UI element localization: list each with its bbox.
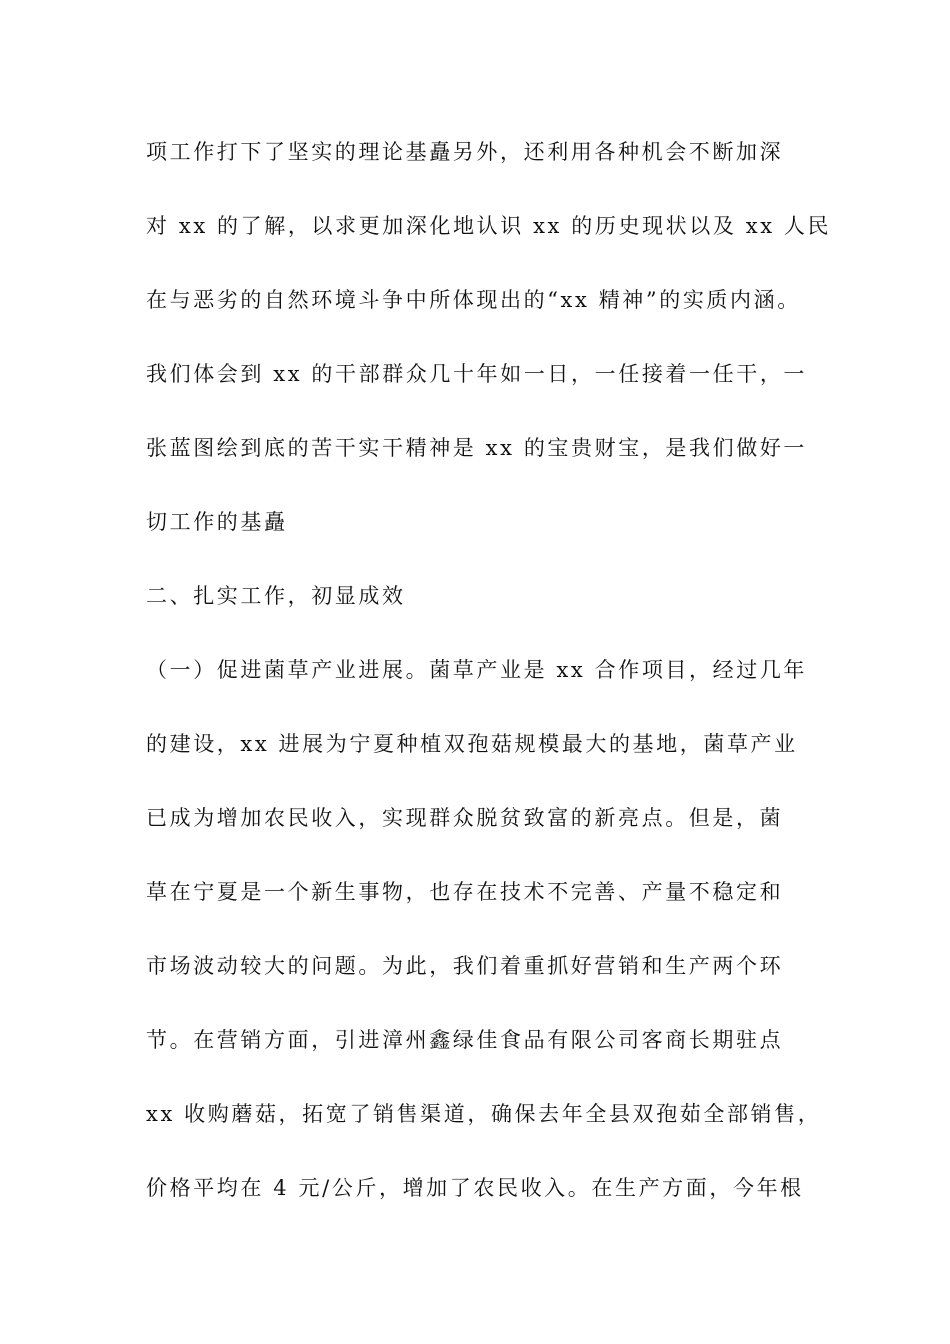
text-line: 的建设，xx 进展为宁夏种植双孢菇规模最大的基地，菌草产业 bbox=[146, 732, 798, 756]
text-line: 在与恶劣的自然环境斗争中所体现出的“xx 精神”的实质内涵。 bbox=[146, 288, 801, 312]
text-line: 已成为增加农民收入，实现群众脱贫致富的新亮点。但是，菌 bbox=[146, 806, 784, 830]
text-line: 草在宁夏是一个新生事物，也存在技术不完善、产量不稳定和 bbox=[146, 880, 784, 904]
text-line: 切工作的基矗 bbox=[146, 510, 288, 534]
section-heading: 二、扎实工作，初显成效 bbox=[146, 584, 406, 608]
text-line: 对 xx 的了解，以求更加深化地认识 xx 的历史现状以及 xx 人民 bbox=[146, 214, 832, 238]
text-line: xx 收购蘑菇，拓宽了销售渠道，确保去年全县双孢茹全部销售， bbox=[146, 1102, 822, 1126]
text-line: 市场波动较大的问题。为此，我们着重抓好营销和生产两个环 bbox=[146, 954, 784, 978]
text-line: 张蓝图绘到底的苦干实干精神是 xx 的宝贵财宝，是我们做好一 bbox=[146, 436, 808, 460]
body-text bbox=[146, 132, 836, 1242]
text-line: 项工作打下了坚实的理论基矗另外，还利用各种机会不断加深 bbox=[146, 140, 784, 164]
text-line: （一）促进菌草产业进展。菌草产业是 xx 合作项目，经过几年 bbox=[146, 658, 808, 682]
text-line: 节。在营销方面，引进漳州鑫绿佳食品有限公司客商长期驻点 bbox=[146, 1028, 784, 1052]
text-line: 价格平均在 4 元/公斤，增加了农民收入。在生产方面，今年根 bbox=[146, 1176, 804, 1200]
text-line: 我们体会到 xx 的干部群众几十年如一日，一任接着一任干，一 bbox=[146, 362, 808, 386]
